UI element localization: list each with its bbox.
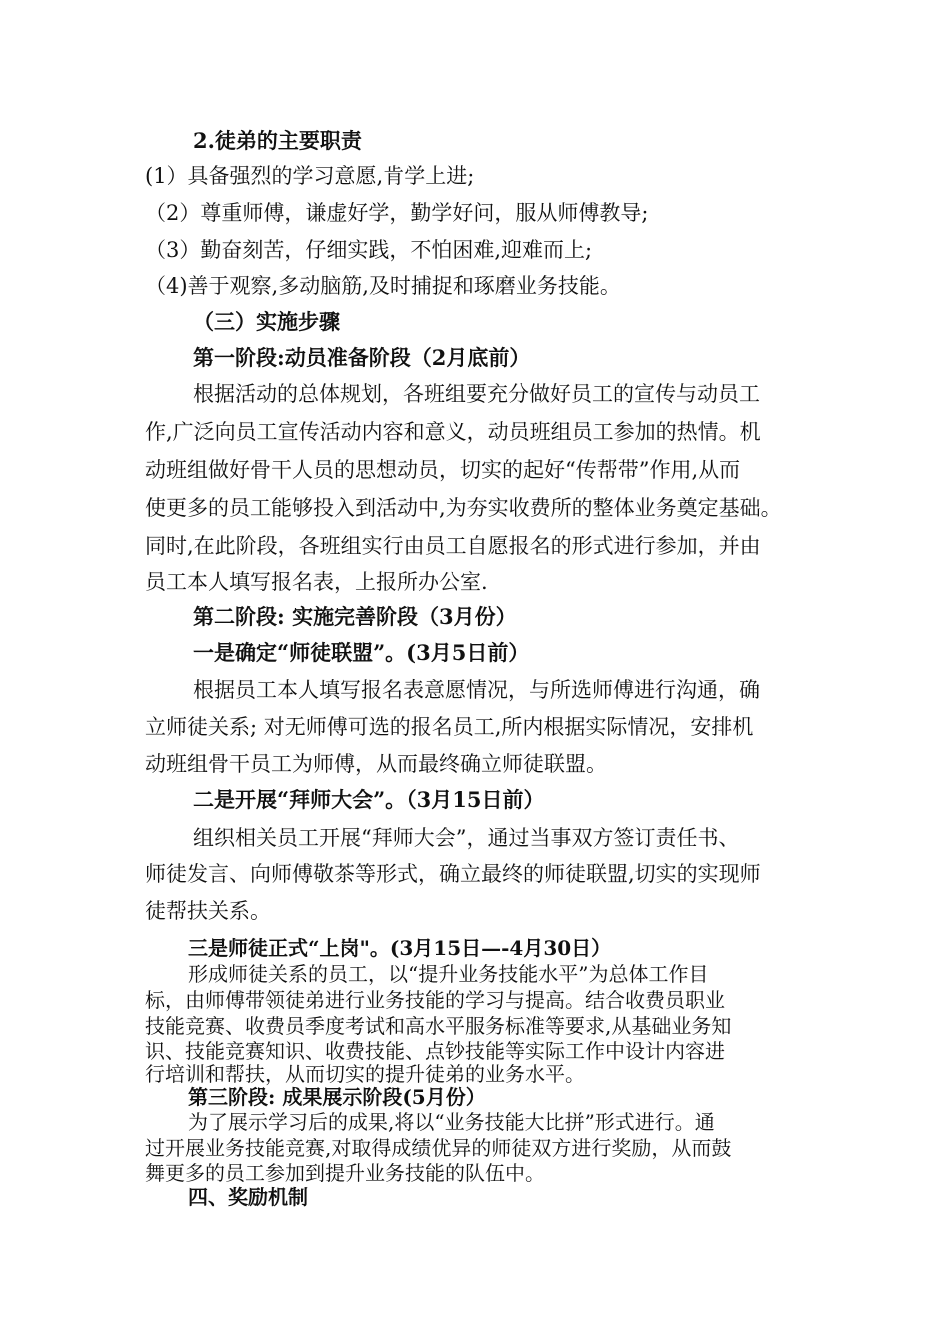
stage-heading: 第一阶段:动员准备阶段（2月底前） <box>193 345 531 370</box>
paragraph-line: 动班组做好骨干人员的思想动员，切实的起好“传帮带”作用,从而 <box>145 458 741 482</box>
step-heading: 一是确定“师徒联盟”。(3月5日前） <box>193 640 530 665</box>
paragraph-line: 动班组骨干员工为师傅，从而最终确立师徒联盟。 <box>145 752 607 776</box>
paragraph-line: 行培训和帮扶，从而切实的提升徒弟的业务水平。 <box>145 1062 585 1086</box>
paragraph-line: 作,广泛向员工宣传活动内容和意义，动员班组员工参加的热情。机 <box>145 420 761 444</box>
section-heading: 四、奖励机制 <box>188 1185 308 1209</box>
paragraph-line: 根据活动的总体规划，各班组要充分做好员工的宣传与动员工 <box>193 382 760 406</box>
step-heading: 二是开展“拜师大会”。（3月15日前） <box>193 787 545 812</box>
paragraph-line: 为了展示学习后的成果,将以“业务技能大比拼”形式进行。通 <box>188 1110 715 1134</box>
stage-heading: 第三阶段: 成果展示阶段(5月份） <box>188 1085 486 1109</box>
step-heading: 三是师徒正式“上岗"。(3月15日—-4月30日） <box>188 936 612 960</box>
paragraph-line: 舞更多的员工参加到提升业务技能的队伍中。 <box>145 1161 545 1185</box>
stage-heading: 第二阶段: 实施完善阶段（3月份） <box>193 604 517 629</box>
paragraph-line: 识、技能竞赛知识、收费技能、点钞技能等实际工作中设计内容进 <box>145 1039 725 1063</box>
list-item: （4)善于观察,多动脑筋,及时捕捉和琢磨业务技能。 <box>145 274 621 298</box>
paragraph-line: 师徒发言、向师傅敬茶等形式，确立最终的师徒联盟,切实的实现师 <box>145 862 761 886</box>
paragraph-line: 形成师徒关系的员工，以“提升业务技能水平”为总体工作目 <box>188 962 709 986</box>
section-heading: 2.徒弟的主要职责 <box>193 128 362 153</box>
list-item: （2）尊重师傅，谦虚好学，勤学好问，服从师傅教导; <box>145 201 649 225</box>
paragraph-line: 徒帮扶关系。 <box>145 899 271 923</box>
paragraph-line: 组织相关员工开展“拜师大会”，通过当事双方签订责任书、 <box>193 826 740 850</box>
paragraph-line: 技能竞赛、收费员季度考试和高水平服务标准等要求,从基础业务知 <box>145 1014 732 1038</box>
paragraph-line: 标，由师傅带领徒弟进行业务技能的学习与提高。结合收费员职业 <box>145 988 725 1012</box>
paragraph-line: 根据员工本人填写报名表意愿情况，与所选师傅进行沟通，确 <box>193 678 760 702</box>
paragraph-line: 同时,在此阶段，各班组实行由员工自愿报名的形式进行参加，并由 <box>145 534 761 558</box>
paragraph-line: 员工本人填写报名表，上报所办公室. <box>145 570 488 594</box>
list-item: （3）勤奋刻苦，仔细实践，不怕困难,迎难而上; <box>145 238 593 262</box>
section-heading: （三）实施步骤 <box>193 309 340 334</box>
paragraph-line: 立师徒关系; 对无师傅可选的报名员工,所内根据实际情况，安排机 <box>145 715 754 739</box>
paragraph-line: 使更多的员工能够投入到活动中,为夯实收费所的整体业务奠定基础。 <box>145 496 782 520</box>
paragraph-line: 过开展业务技能竞赛,对取得成绩优异的师徒双方进行奖励，从而鼓 <box>145 1136 732 1160</box>
list-item: (1）具备强烈的学习意愿,肯学上进; <box>145 164 475 188</box>
